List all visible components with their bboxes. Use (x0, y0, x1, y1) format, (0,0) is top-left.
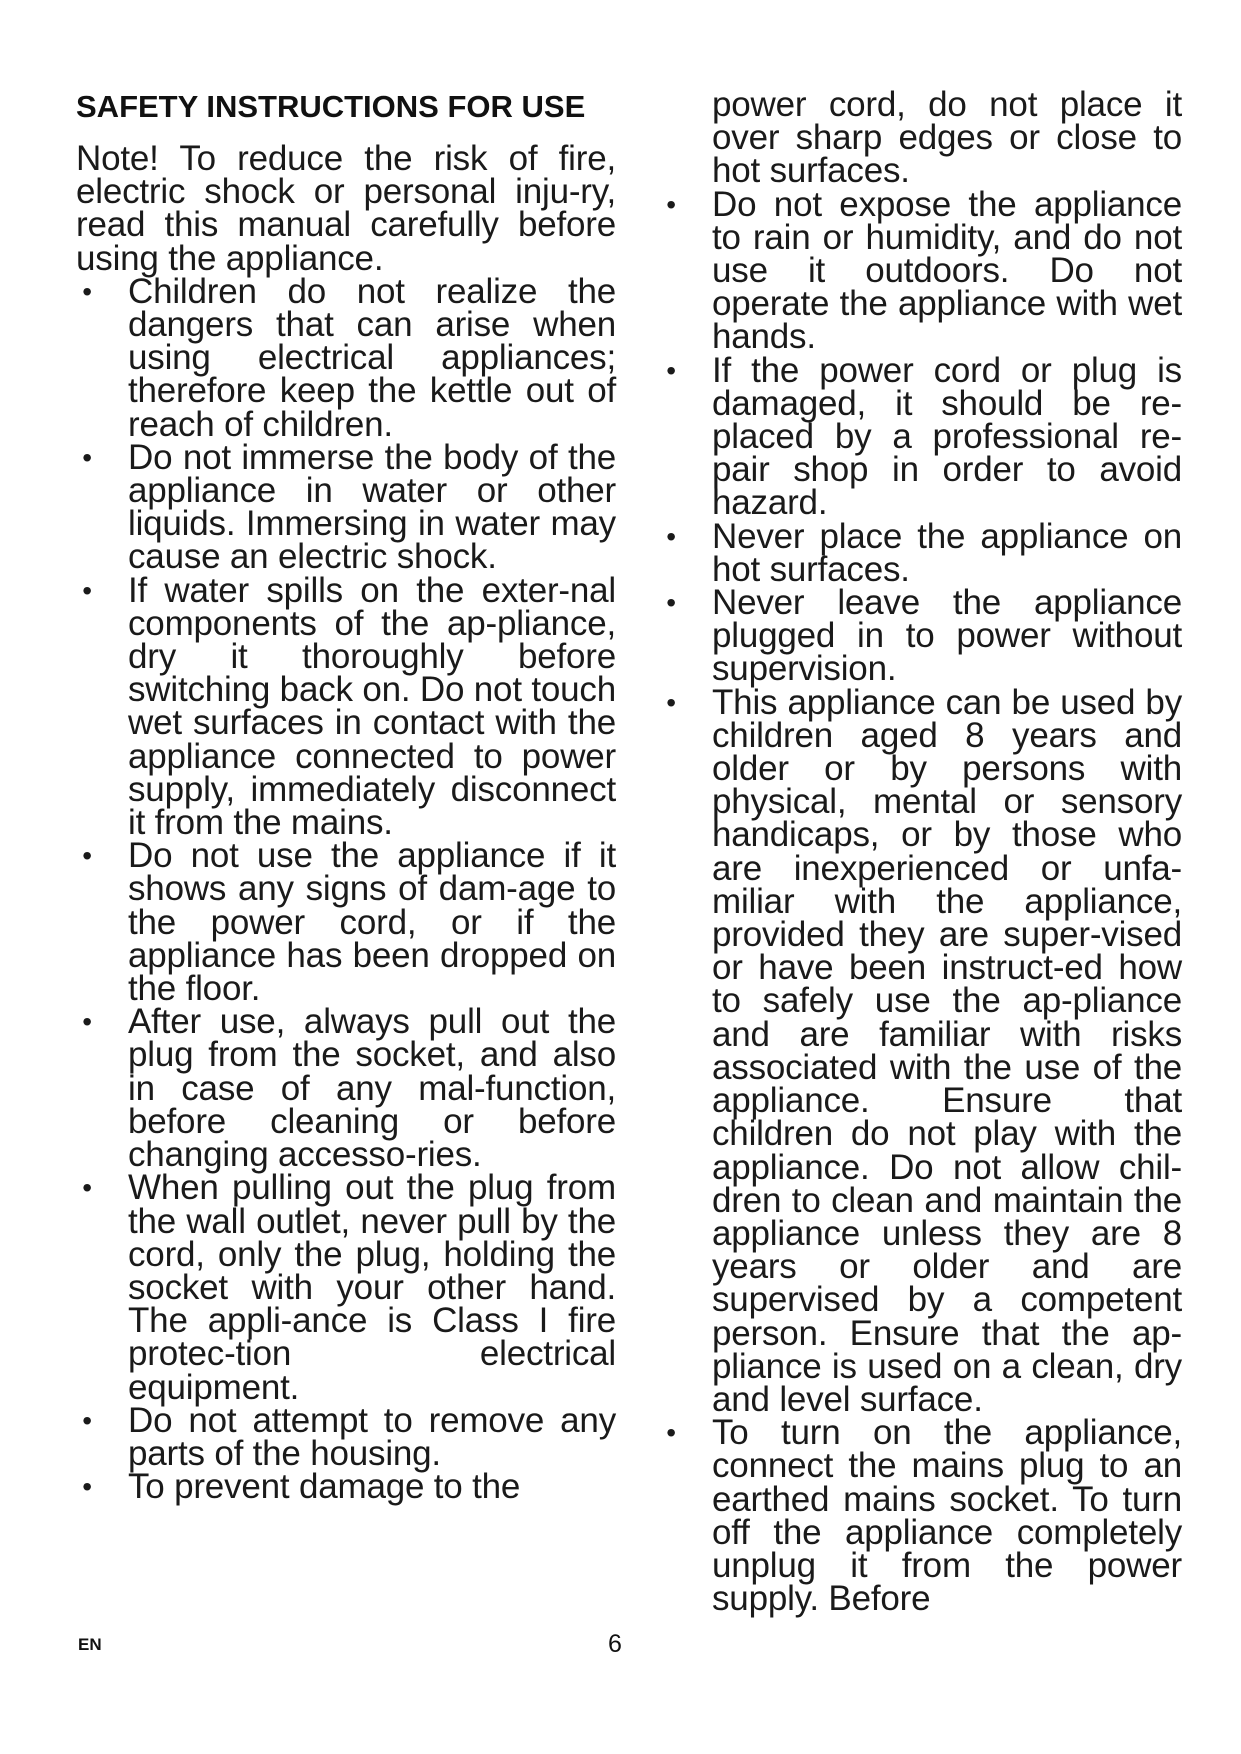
list-item-text: If the power cord or plug is damaged, it should be re-placed by a professional re-pair shop in order to avoid hazard. (712, 350, 1182, 523)
bullet-icon: • (82, 1172, 92, 1204)
page-title: SAFETY INSTRUCTIONS FOR USE (76, 89, 586, 124)
bullet-icon: • (82, 1404, 92, 1436)
bullet-icon: • (666, 686, 676, 718)
list-item (76, 437, 616, 577)
bullet-icon: • (666, 188, 676, 220)
list-item-text: When pulling out the plug from the wall outlet, never pull by the cord, only the plug, holding the socket with your other hand. The appli-ance is Class I fire protec-tion electrical equipment. (128, 1168, 616, 1407)
bullet-icon: • (82, 1471, 92, 1503)
list-item (660, 1413, 1182, 1619)
bullet-icon: • (666, 587, 676, 619)
right-column (660, 85, 1182, 1619)
list-item-text: Do not immerse the body of the appliance in water or other liquids. Immersing in water may cause an electric shock. (128, 437, 616, 577)
list-item-text: Do not attempt to remove any parts of the housing. (128, 1400, 616, 1473)
footer-page-number: 6 (608, 1630, 622, 1658)
bullet-icon: • (82, 840, 92, 872)
list-item (76, 570, 616, 843)
list-item (76, 1002, 616, 1175)
bullet-icon: • (82, 1006, 92, 1038)
continued-text: power cord, do not place it over sharp edges or close to hot surfaces. (712, 85, 1182, 191)
list-item (76, 1400, 616, 1473)
list-item-text: Do not expose the appliance to rain or humidity, and do not use it outdoors. Do not operate the appliance with wet hands. (712, 184, 1182, 357)
bullet-icon: • (666, 520, 676, 552)
bullet-icon: • (82, 574, 92, 606)
list-item (660, 350, 1182, 523)
list-item-text: Never leave the appliance plugged in to power without supervision. (712, 583, 1182, 689)
list-item (76, 1467, 616, 1507)
list-item-text: To prevent damage to the (128, 1467, 521, 1507)
list-item (76, 1168, 616, 1407)
list-item (660, 682, 1182, 1419)
left-column (76, 139, 616, 1507)
left-instruction-list (76, 271, 616, 1507)
intro-note: Note! To reduce the risk of fire, electric shock or personal inju-ry, read this manual carefully before using the appliance. (76, 139, 616, 278)
list-item (660, 516, 1182, 589)
footer-language-code: EN (78, 1635, 102, 1654)
list-item-text: Do not use the appliance if it shows any signs of dam-age to the power cord, or if the appliance has been dropped on the floor. (128, 836, 616, 1009)
right-instruction-list (660, 184, 1182, 1619)
bullet-icon: • (82, 441, 92, 473)
list-item-text: Children do not realize the dangers that can arise when using electrical appliances; therefore keep the kettle out of reach of children. (128, 271, 616, 444)
list-item-text: If water spills on the exter-nal components of the ap-pliance, dry it thoroughly before switching back on. Do not touch wet surfaces in contact with the appliance connected to power supply, immediately disconnect it from the mains. (128, 570, 616, 843)
list-item-text: Never place the appliance on hot surfaces. (712, 516, 1182, 589)
bullet-icon: • (82, 275, 92, 307)
list-item (660, 184, 1182, 357)
list-item-text: To turn on the appliance, connect the mains plug to an earthed mains socket. To turn off the appliance completely unplug it from the power supply. Before (712, 1413, 1182, 1619)
list-item (76, 271, 616, 444)
list-item (660, 583, 1182, 689)
bullet-icon: • (666, 354, 676, 386)
bullet-icon: • (666, 1417, 676, 1449)
list-item-text: After use, always pull out the plug from the socket, and also in case of any mal-function, before cleaning or before changing accesso-ries. (128, 1002, 616, 1175)
list-item (76, 836, 616, 1009)
list-item-text: This appliance can be used by children aged 8 years and older or by persons with physical, mental or sensory handicaps, or by those who are inexperienced or unfa-miliar with the appliance, provided they are super-vised or have been instruct-ed how to safely use the ap-pliance and are familiar with risks associated with the use of the appliance. Ensure that children do not play with the appliance. Do not allow chil-dren to clean and maintain the appliance unless they are 8 years or older and are supervised by a competent person. Ensure that the ap-pliance is used on a clean, dry and level surface. (712, 682, 1182, 1419)
